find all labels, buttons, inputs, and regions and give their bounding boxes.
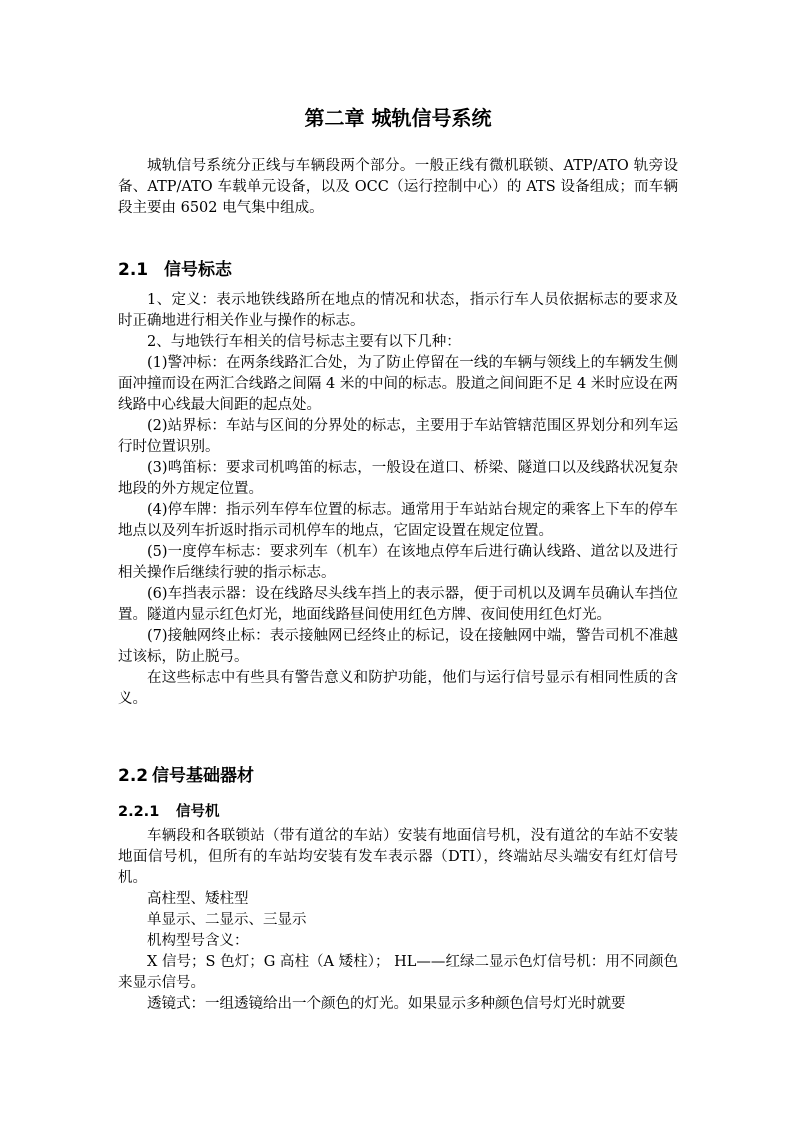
section-2-1-body xyxy=(118,290,678,710)
subsection-number: 2.2.1 xyxy=(118,804,160,820)
section-title: 信号基础器材 xyxy=(152,766,254,786)
paragraph: (3)鸣笛标：要求司机鸣笛的标志，一般设在道口、桥梁、隧道口以及线路状况复杂地段的外方规定位置。 xyxy=(118,460,678,497)
chapter-intro-block xyxy=(118,156,678,219)
paragraph: X 信号；S 色灯；G 高柱（A 矮柱）； HL——红绿二显示色灯信号机：用不同颜色来显示信号。 xyxy=(118,954,678,991)
section-title: 信号标志 xyxy=(164,260,232,280)
section-number: 2.1 xyxy=(118,260,149,280)
paragraph: (1)警冲标：在两条线路汇合处，为了防止停留在一线的车辆与领线上的车辆发生侧面冲撞而设在两汇合线路之间隔 4 米的中间的标志。股道之间间距不足 4 米时应设在两线路中心线最大间距的起点处。 xyxy=(118,355,678,413)
section-number: 2.2 xyxy=(118,766,149,786)
paragraph: (7)接触网终止标：表示接触网已经终止的标记，设在接触网中端，警告司机不准越过该标，防止脱弓。 xyxy=(118,628,678,665)
paragraph: 透镜式：一组透镜给出一个颜色的灯光。如果显示多种颜色信号灯光时就要 xyxy=(147,996,626,1012)
paragraph: 车辆段和各联锁站（带有道岔的车站）安装有地面信号机，没有道岔的车站不安装地面信号机，但所有的车站均安装有发车表示器（DTI），终端站尽头端安有红灯信号机。 xyxy=(118,828,678,886)
paragraph: 高柱型、矮柱型 xyxy=(147,891,249,907)
subsection-title: 信号机 xyxy=(176,804,220,820)
section-2-2-body xyxy=(118,826,678,1015)
chapter-intro: 城轨信号系统分正线与车辆段两个部分。一般正线有微机联锁、ATP/ATO 轨旁设备、ATP/ATO 车载单元设备，以及 OCC（运行控制中心）的 ATS 设备组成；而车辆段主要由 6502 电气集中组成。 xyxy=(118,158,678,216)
paragraph: 机构型号含义： xyxy=(147,933,249,949)
section-2-2-heading xyxy=(118,762,678,790)
paragraph: (4)停车牌：指示列车停车位置的标志。通常用于车站站台规定的乘客上下车的停车地点以及列车折返时指示司机停车的地点，它固定设置在规定位置。 xyxy=(118,502,678,539)
chapter-title: 第二章 城轨信号系统 xyxy=(304,106,492,130)
section-2-1-heading xyxy=(118,256,678,284)
paragraph: (5)一度停车标志：要求列车（机车）在该地点停车后进行确认线路、道岔以及进行相关操作后继续行驶的指示标志。 xyxy=(118,544,678,581)
subsection-2-2-1-heading xyxy=(118,800,678,824)
paragraph: (2)站界标：车站与区间的分界处的标志，主要用于车站管辖范围区界划分和列车运行时位置识别。 xyxy=(118,418,678,455)
paragraph: 在这些标志中有些具有警告意义和防护功能，他们与运行信号显示有相同性质的含义。 xyxy=(118,670,678,707)
paragraph: 2、与地铁行车相关的信号标志主要有以下几种： xyxy=(147,334,461,350)
paragraph: (6)车挡表示器：设在线路尽头线车挡上的表示器，便于司机以及调车员确认车挡位置。隧道内显示红色灯光，地面线路昼间使用红色方牌、夜间使用红色灯光。 xyxy=(118,586,678,623)
paragraph: 单显示、二显示、三显示 xyxy=(147,912,307,928)
paragraph: 1、定义：表示地铁线路所在地点的情况和状态，指示行车人员依据标志的要求及时正确地进行相关作业与操作的标志。 xyxy=(118,292,678,329)
